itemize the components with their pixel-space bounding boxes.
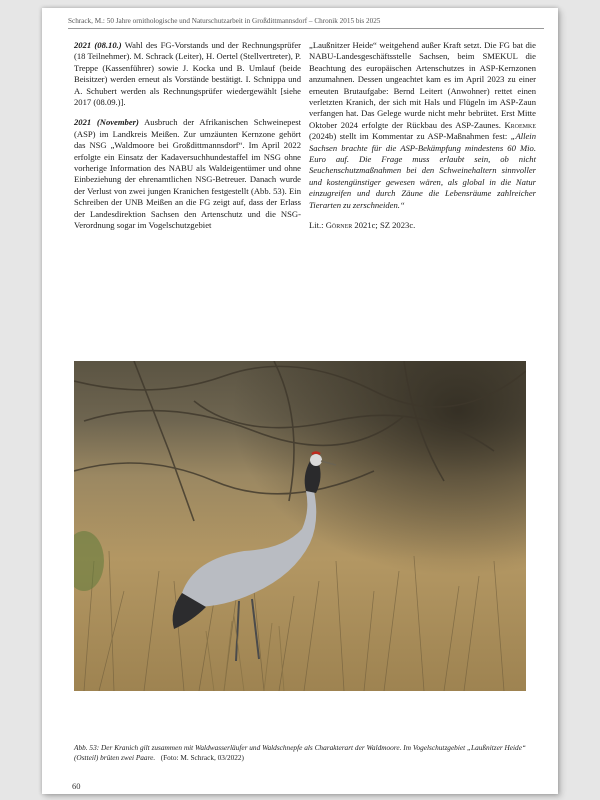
entry-continuation bbox=[309, 40, 536, 211]
crane-photo-illustration bbox=[74, 361, 526, 691]
crane-photo bbox=[74, 361, 526, 691]
entry-date: 2021 (November) bbox=[74, 117, 139, 128]
quotation: „Allein Sachsen brachte für die ASP-Bekämpfung mindestens 60 Mio. Euro auf. Die Frage muss erlaubt sein, ob nicht Seuchenschutzmaßnahmen bei den Schweinehaltern sinnvoller und kostengünstiger gewesen wären, als global in die Natur einzugreifen und durch Zäune die Lebensräume zahlreicher Tierarten zu zerschneiden.“ bbox=[309, 131, 536, 210]
left-column bbox=[74, 40, 301, 241]
running-head: Schrack, M.: 50 Jahre ornithologische und Naturschutzarbeit in Großdittmannsdorf – Chronik 2015 bis 2025 bbox=[68, 17, 544, 29]
entry-text: Wahl des FG-Vorstands und der Rechnungsprüfer (18 Teilnehmer). M. Schrack (Leiter), H. Oertel (Stellvertreter), P. Treppe (Kassenführer) sowie J. Kocka und B. Umlauf (beide Beisitzer) werden erneut als Vorstände bestätigt. I. Schnippa und A. Schubert werden als Rechnungsprüfer wiedergewählt [siehe 2017 (08.09.)]. bbox=[74, 40, 302, 108]
figure-caption bbox=[74, 743, 526, 763]
entry-text: Ausbruch der Afrikanischen Schweinepest (ASP) im Landkreis Meißen. Zur umzäunten Kernzone gehört das NSG „Waldmoore bei Großdittmannsdorf“. Im April 2022 erfolgte ein Einsatz der Kadaversuchhundestaffel im NSG ohne vorherige Information des NABU als Waldeigentümer und ohne Einbeziehung der ehrenamtlichen NSG-Betreuer. Danach wurde der Verlust von zwei jungen Kranichen festgestellt (Abb. 53). Ein Schreiben der UNB Meißen an die FG zeigt auf, dass der Erlass der Landesdirektion Sachsen den Artenschutz und die NSG-Verordnung sogar im Vogelschutzgebiet bbox=[74, 117, 301, 231]
caption-text: Abb. 53: Der Kranich gilt zusammen mit Waldwasserläufer und Waldschnepfe als Charakterart der Waldmoore. Im Vogelschutzgebiet „Laußnitzer Heide“ (Ostteil) brüten zwei Paare. bbox=[74, 743, 526, 762]
book-page bbox=[42, 8, 558, 794]
entry-date: 2021 (08.10.) bbox=[74, 40, 122, 50]
continuation-text: „Laußnitzer Heide“ weitgehend außer Kraft setzt. Die FG bat die NABU-Landesgeschäftsstelle Sachsen, beim SMEKUL die Beachtung des europäischen Artenschutzes in ASP-Kernzonen anzumahnen. Dessen ungeachtet kam es im April 2023 zu einer erneuten Brutaufgabe: Bernd Leitert (Anwohner) rettet einen verletzten Kranich, der sich mit Hals und Flügeln im ASP-Zaun verfangen hat. Das Gelege wurde nicht mehr bebrütet. Erst Mitte Oktober 2024 erfolgte der Rückbau des ASP-Zaunes. bbox=[309, 40, 536, 130]
lit-rest: 2021c; SZ 2023c. bbox=[352, 220, 416, 231]
continuation-text-2: (2024b) stellt im Kommentar zu ASP-Maßnahmen fest: bbox=[309, 131, 511, 142]
page-number: 60 bbox=[72, 781, 81, 791]
cited-author: Kroemke bbox=[504, 119, 536, 130]
lit-author: Görner bbox=[325, 220, 353, 231]
literature-line bbox=[309, 220, 536, 231]
photo-credit: (Foto: M. Schrack, 03/2022) bbox=[160, 753, 244, 762]
right-column bbox=[309, 40, 536, 241]
crane-head bbox=[310, 454, 322, 466]
entry-2021-10 bbox=[74, 40, 301, 108]
entry-2021-11 bbox=[74, 117, 301, 231]
lit-prefix: Lit.: bbox=[309, 220, 326, 231]
